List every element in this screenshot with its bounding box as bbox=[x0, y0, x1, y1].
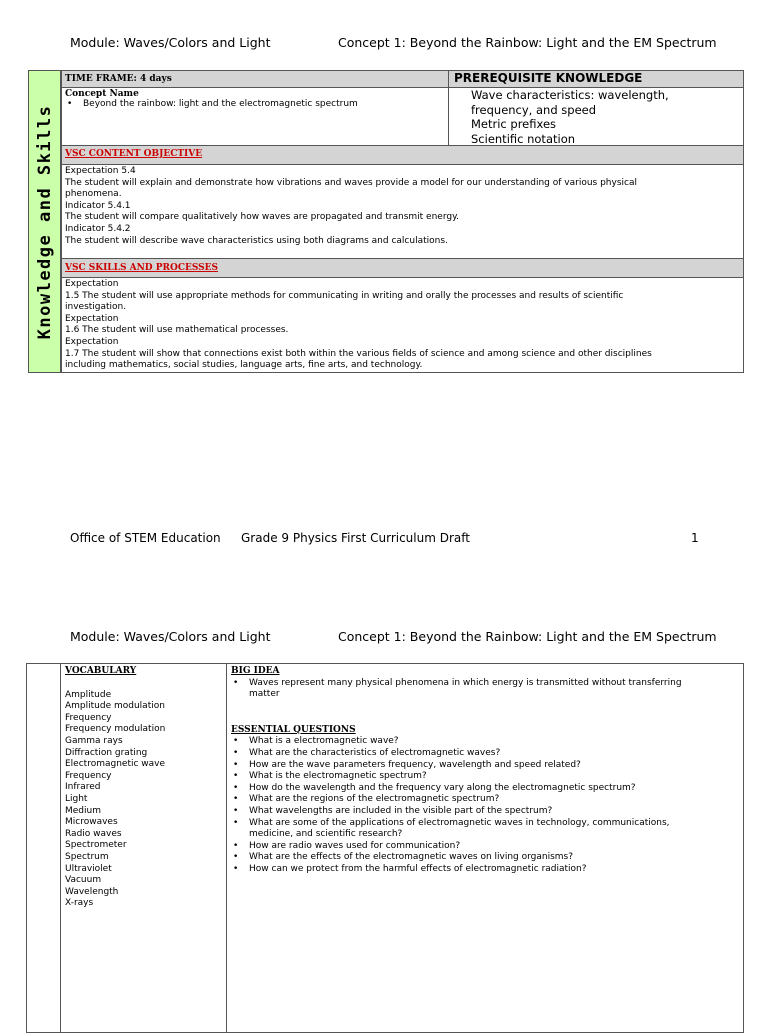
objective-line: The student will describe wave characteristics using both diagrams and calculations. bbox=[65, 235, 448, 246]
vocab-item: Diffraction grating bbox=[65, 747, 148, 758]
vocab-item: Light bbox=[65, 793, 88, 804]
vocab-item: Frequency modulation bbox=[65, 724, 166, 735]
vsc-objective-body-row bbox=[62, 164, 743, 259]
knowledge-skills-sidebar bbox=[28, 70, 61, 373]
vsc-skills-body-row bbox=[62, 277, 743, 372]
vocab-item: Amplitude modulation bbox=[65, 701, 165, 712]
prereq-list bbox=[449, 88, 743, 146]
concept-name-label: Concept Name bbox=[65, 89, 139, 99]
prereq-title: PREREQUISITE KNOWLEDGE bbox=[454, 71, 643, 85]
vsc-objective-text bbox=[62, 165, 743, 259]
vsc-objective-title: VSC CONTENT OBJECTIVE bbox=[65, 149, 203, 159]
vsc-skills-text bbox=[62, 278, 743, 372]
vsc-skills-title: VSC SKILLS AND PROCESSES bbox=[65, 263, 219, 273]
vocab-item: Wavelength bbox=[65, 886, 119, 897]
objective-line: Expectation 5.4 bbox=[65, 166, 136, 176]
prereq-item: Metric prefixes bbox=[471, 117, 557, 131]
question-line: medicine, and scientific research? bbox=[249, 829, 403, 840]
skills-line: Expectation bbox=[65, 313, 119, 324]
footer-office: Office of STEM Education bbox=[70, 531, 221, 545]
objectives-table bbox=[61, 70, 744, 373]
time-frame-row bbox=[62, 71, 743, 87]
vocab-item: Amplitude bbox=[65, 689, 112, 700]
prereq-item: frequency, and speed bbox=[471, 102, 597, 117]
skills-line: investigation. bbox=[65, 302, 127, 313]
prereq-item: Scientific notation bbox=[471, 131, 576, 146]
big-idea-text bbox=[231, 678, 736, 701]
vocab-item: Microwaves bbox=[65, 817, 118, 828]
question-item: • How can we protect from the harmful effects of electromagnetic radiation? bbox=[231, 864, 736, 876]
vocab-item: X-rays bbox=[65, 898, 94, 909]
vocab-item: Frequency bbox=[65, 712, 112, 723]
concept-row bbox=[62, 87, 743, 146]
vocabulary-table bbox=[26, 663, 744, 1033]
question-item: • What is a electromagnetic wave? bbox=[231, 736, 736, 748]
vocab-item: Gamma rays bbox=[65, 735, 123, 746]
vocab-item: Medium bbox=[65, 805, 101, 816]
question-item: • What are the regions of the electromagnetic spectrum? bbox=[231, 794, 736, 806]
page1-concept-title: Concept 1: Beyond the Rainbow: Light and the EM Spectrum bbox=[338, 35, 717, 50]
footer-title: Grade 9 Physics First Curriculum Draft bbox=[241, 531, 470, 545]
big-idea-column bbox=[231, 666, 736, 876]
vocabulary-title: VOCABULARY bbox=[65, 666, 137, 676]
column-divider bbox=[60, 664, 61, 1032]
vocab-item: Vacuum bbox=[65, 875, 102, 886]
skills-line: 1.6 The student will use mathematical processes. bbox=[65, 325, 289, 336]
vsc-skills-heading-row bbox=[62, 258, 743, 278]
question-item bbox=[231, 818, 736, 841]
column-divider bbox=[226, 664, 227, 1032]
page2-concept-title: Concept 1: Beyond the Rainbow: Light and the EM Spectrum bbox=[338, 629, 717, 644]
page1-module-title: Module: Waves/Colors and Light bbox=[70, 35, 271, 50]
vocab-item: Spectrum bbox=[65, 851, 109, 862]
question-item: • What are the characteristics of electromagnetic waves? bbox=[231, 748, 736, 760]
vocab-item: Electromagnetic wave bbox=[65, 759, 166, 770]
skills-line: 1.7 The student will show that connections exist both within the various fields of science and among science and other disciplines bbox=[65, 348, 652, 359]
knowledge-skills-label: Knowledge and Skills bbox=[34, 104, 55, 339]
time-frame: TIME FRAME: 4 days bbox=[62, 71, 449, 87]
concept-name-cell bbox=[62, 88, 449, 146]
skills-line: including mathematics, social studies, language arts, fine arts, and technology. bbox=[65, 360, 423, 371]
question-item: • How do the wavelength and the frequency vary along the electromagnetic spectrum? bbox=[231, 783, 736, 795]
vocab-item: Frequency bbox=[65, 770, 112, 781]
question-item: • How are radio waves used for communication? bbox=[231, 841, 736, 853]
question-item: • What is the electromagnetic spectrum? bbox=[231, 771, 736, 783]
big-idea-line: • Waves represent many physical phenomena in which energy is transmitted without transferring bbox=[249, 677, 682, 688]
skills-line: Expectation bbox=[65, 279, 119, 289]
objective-line: Indicator 5.4.2 bbox=[65, 223, 131, 234]
vocabulary-column bbox=[65, 666, 223, 910]
essential-questions-title: ESSENTIAL QUESTIONS bbox=[231, 724, 356, 735]
vocab-item: Spectrometer bbox=[65, 840, 127, 851]
vocab-item: Radio waves bbox=[65, 828, 122, 839]
question-line: • What are some of the applications of electromagnetic waves in technology, communications, bbox=[249, 817, 670, 828]
vsc-objective-heading-row bbox=[62, 145, 743, 165]
question-item: • What are the effects of the electromagnetic waves on living organisms? bbox=[231, 852, 736, 864]
footer-page-number: 1 bbox=[691, 531, 699, 545]
objective-line: The student will explain and demonstrate how vibrations and waves provide a model for our understanding of various physical bbox=[65, 177, 637, 188]
vocab-item: Infrared bbox=[65, 782, 101, 793]
question-item: • How are the wave parameters frequency, wavelength and speed related? bbox=[231, 760, 736, 772]
skills-line: Expectation bbox=[65, 336, 119, 347]
vocab-item: Ultraviolet bbox=[65, 863, 112, 874]
objective-line: The student will compare qualitatively how waves are propagated and transmit energy. bbox=[65, 212, 459, 223]
concept-name-item: • Beyond the rainbow: light and the electromagnetic spectrum bbox=[65, 99, 445, 111]
page2-module-title: Module: Waves/Colors and Light bbox=[70, 629, 271, 644]
big-idea-line: matter bbox=[249, 689, 280, 700]
objective-line: phenomena. bbox=[65, 189, 122, 200]
prereq-item: Wave characteristics: wavelength, bbox=[471, 88, 669, 102]
question-item: • What wavelengths are included in the visible part of the spectrum? bbox=[231, 806, 736, 818]
objective-line: Indicator 5.4.1 bbox=[65, 200, 131, 211]
big-idea-title: BIG IDEA bbox=[231, 666, 280, 676]
skills-line: 1.5 The student will use appropriate methods for communicating in writing and orally the processes and results of scientific bbox=[65, 290, 624, 301]
